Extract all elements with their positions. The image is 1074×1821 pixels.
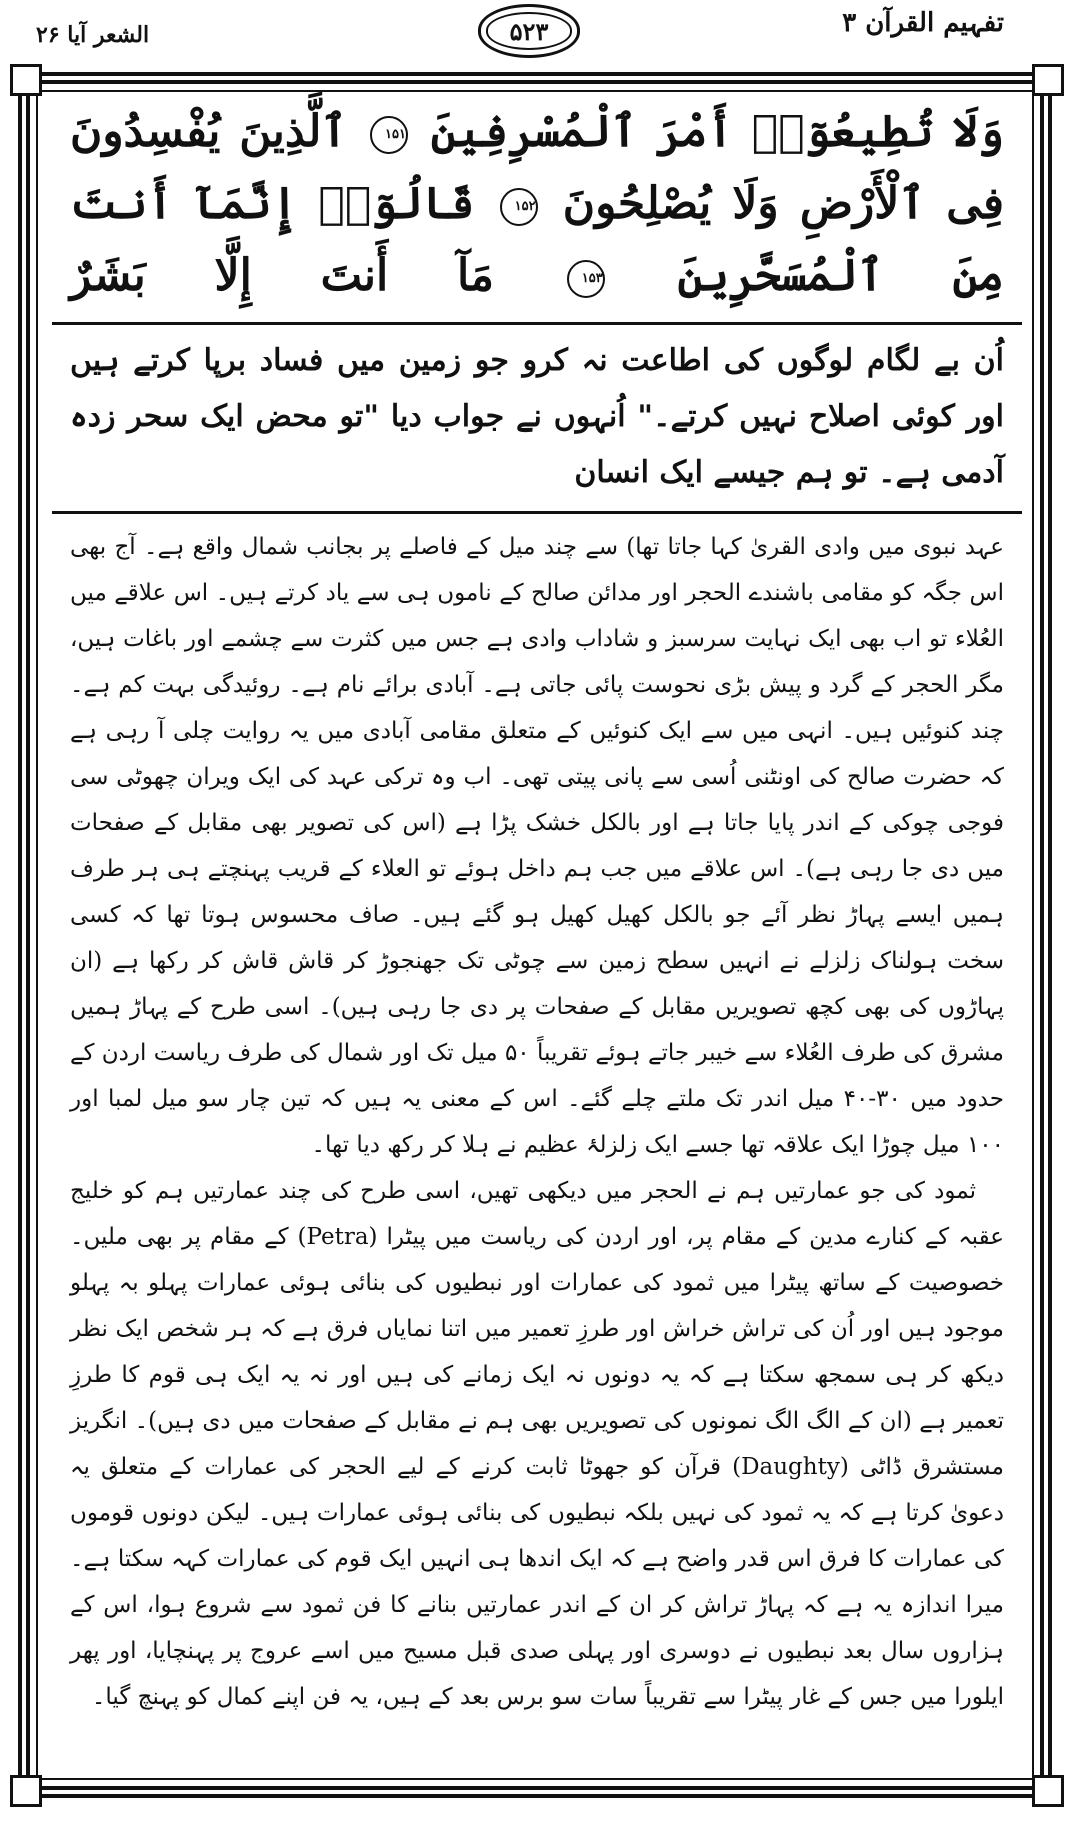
verse-text: مَآ أَنتَ إِلَّا بَشَرٌ	[70, 250, 494, 301]
verse-text: قَالُوٓا۟ إِنَّمَآ أَنتَ مِنَ ٱلْمُسَحَّرِينَ	[70, 178, 1005, 301]
page-header	[0, 0, 1074, 64]
verse-number-marker: ۱۵۳	[567, 260, 605, 298]
urdu-translation: اُن بے لگام لوگوں کی اطاعت نہ کرو جو زمین میں فساد برپا کرتے ہیں اور کوئی اصلاح نہیں کرتے۔" اُنہوں نے جواب دیا "تو محض ایک سحر زدہ آدمی ہے۔ تو ہم جیسے ایک انسان	[52, 325, 1022, 514]
page-content	[52, 90, 1022, 1780]
verse-number-marker: ۱۵۲	[500, 188, 538, 226]
border-corner-ornament	[1032, 64, 1064, 96]
commentary-paragraph: عہد نبوی میں وادی القریٰ کہا جاتا تھا) سے چند میل کے فاصلے پر بجانب شمال واقع ہے۔ آج بھی اس جگہ کو مقامی باشندے الحجر اور مدائن صالح کے ناموں ہی سے یاد کرتے ہیں۔ اس علاقے میں العُلاء تو اب بھی ایک نہایت سرسبز و شاداب وادی ہے جس میں کثرت سے چشمے اور باغات ہیں، مگر الحجر کے گرد و پیش بڑی نحوست پائی جاتی ہے۔ آبادی برائے نام ہے۔ روئیدگی بہت کم ہے۔ چند کنوئیں ہیں۔ انہی میں سے ایک کنوئیں کے متعلق مقامی آبادی میں یہ روایت چلی آ رہی ہے کہ حضرت صالح کی اونٹنی اُسی سے پانی پیتی تھی۔ اب وہ ترکی عہد کی ایک ویران چھوٹی سی فوجی چوکی کے اندر پایا جاتا ہے اور بالکل خشک پڑا ہے (اس کی تصویر بھی مقابل کے صفحات میں دی جا رہی ہے)۔ اس علاقے میں جب ہم داخل ہوئے تو العلاء کے قریب پہنچتے ہی ہر طرف ہمیں ایسے پہاڑ نظر آئے جو بالکل کھیل کھیل ہو گئے ہیں۔ صاف محسوس ہوتا تھا کہ کسی سخت ہولناک زلزلے نے انہیں سطح زمین سے چوٹی تک جھنجوڑ کر قاش قاش کر رکھا ہے (ان پہاڑوں کی بھی کچھ تصویریں مقابل کے صفحات پر دی جا رہی ہیں)۔ اسی طرح کے پہاڑ ہمیں مشرق کی طرف العُلاء سے خیبر جاتے ہوئے تقریباً ۵۰ میل تک اور شمال کی طرف ریاست اردن کے حدود میں ۳۰-۴۰ میل اندر تک ملتے چلے گئے۔ اس کے معنی یہ ہیں کہ تین چار سو میل لمبا اور ۱۰۰ میل چوڑا ایک علاقہ تھا جسے ایک زلزلۂ عظیم نے ہلا کر رکھ دیا تھا۔	[70, 534, 1005, 1158]
verse-text: وَلَا تُطِيعُوٓا۟ أَمْرَ ٱلْمُسْرِفِينَ	[430, 106, 1004, 157]
border-corner-ornament	[1032, 1775, 1064, 1807]
verse-text: ٱلَّذِينَ يُفْسِدُونَ فِى ٱلْأَرْضِ وَلَا يُصْلِحُونَ	[70, 106, 1004, 229]
page-number: ۵۲۳	[478, 4, 580, 58]
verse-number-marker: ۱۵۱	[370, 116, 408, 154]
arabic-verse-block	[52, 90, 1022, 325]
border-corner-ornament	[10, 64, 42, 96]
surah-reference: الشعر آیا ۲۶	[36, 22, 150, 48]
border-corner-ornament	[10, 1775, 42, 1807]
commentary-block	[52, 514, 1022, 1720]
book-title: تفہیم القرآن ۳	[842, 8, 1004, 38]
commentary-paragraph: ثمود کی جو عمارتیں ہم نے الحجر میں دیکھی تھیں، اسی طرح کی چند عمارتیں ہم کو خلیج عقبہ کے کنارے مدین کے مقام پر، اور اردن کی ریاست میں پیٹرا (Petra) کے مقام پر بھی ملیں۔ خصوصیت کے ساتھ پیٹرا میں ثمود کی عمارات اور نبطیوں کی بنائی ہوئی عمارات پہلو بہ پہلو موجود ہیں اور اُن کی تراش خراش اور طرزِ تعمیر میں اتنا نمایاں فرق ہے کہ ہر شخص ایک نظر دیکھ کر ہی سمجھ سکتا ہے کہ یہ دونوں نہ ایک زمانے کی ہیں اور نہ یہ ایک ہی قوم کا طرزِ تعمیر ہے (ان کے الگ الگ نمونوں کی تصویریں بھی ہم نے مقابل کے صفحات میں دی ہیں)۔ انگریز مستشرق ڈاٹی (Daughty) قرآن کو جھوٹا ثابت کرنے کے لیے الحجر کی عمارات کے متعلق یہ دعویٰ کرتا ہے کہ یہ ثمود کی نہیں بلکہ نبطیوں کی بنائی ہوئی عمارات ہیں۔ لیکن دونوں قوموں کی عمارات کا فرق اس قدر واضح ہے کہ ایک اندھا ہی انہیں ایک قوم کی عمارات کہہ سکتا ہے۔ میرا اندازہ یہ ہے کہ پہاڑ تراش کر ان کے اندر عمارتیں بنانے کا فن ثمود سے شروع ہوا، اس کے ہزاروں سال بعد نبطیوں نے دوسری اور پہلی صدی قبل مسیح میں اسے عروج پر پہنچایا، اور پھر ایلورا میں جس کے غار پیٹرا سے تقریباً سات سو برس بعد کے ہیں، یہ فن اپنے کمال کو پہنچ گیا۔	[70, 1178, 1004, 1710]
